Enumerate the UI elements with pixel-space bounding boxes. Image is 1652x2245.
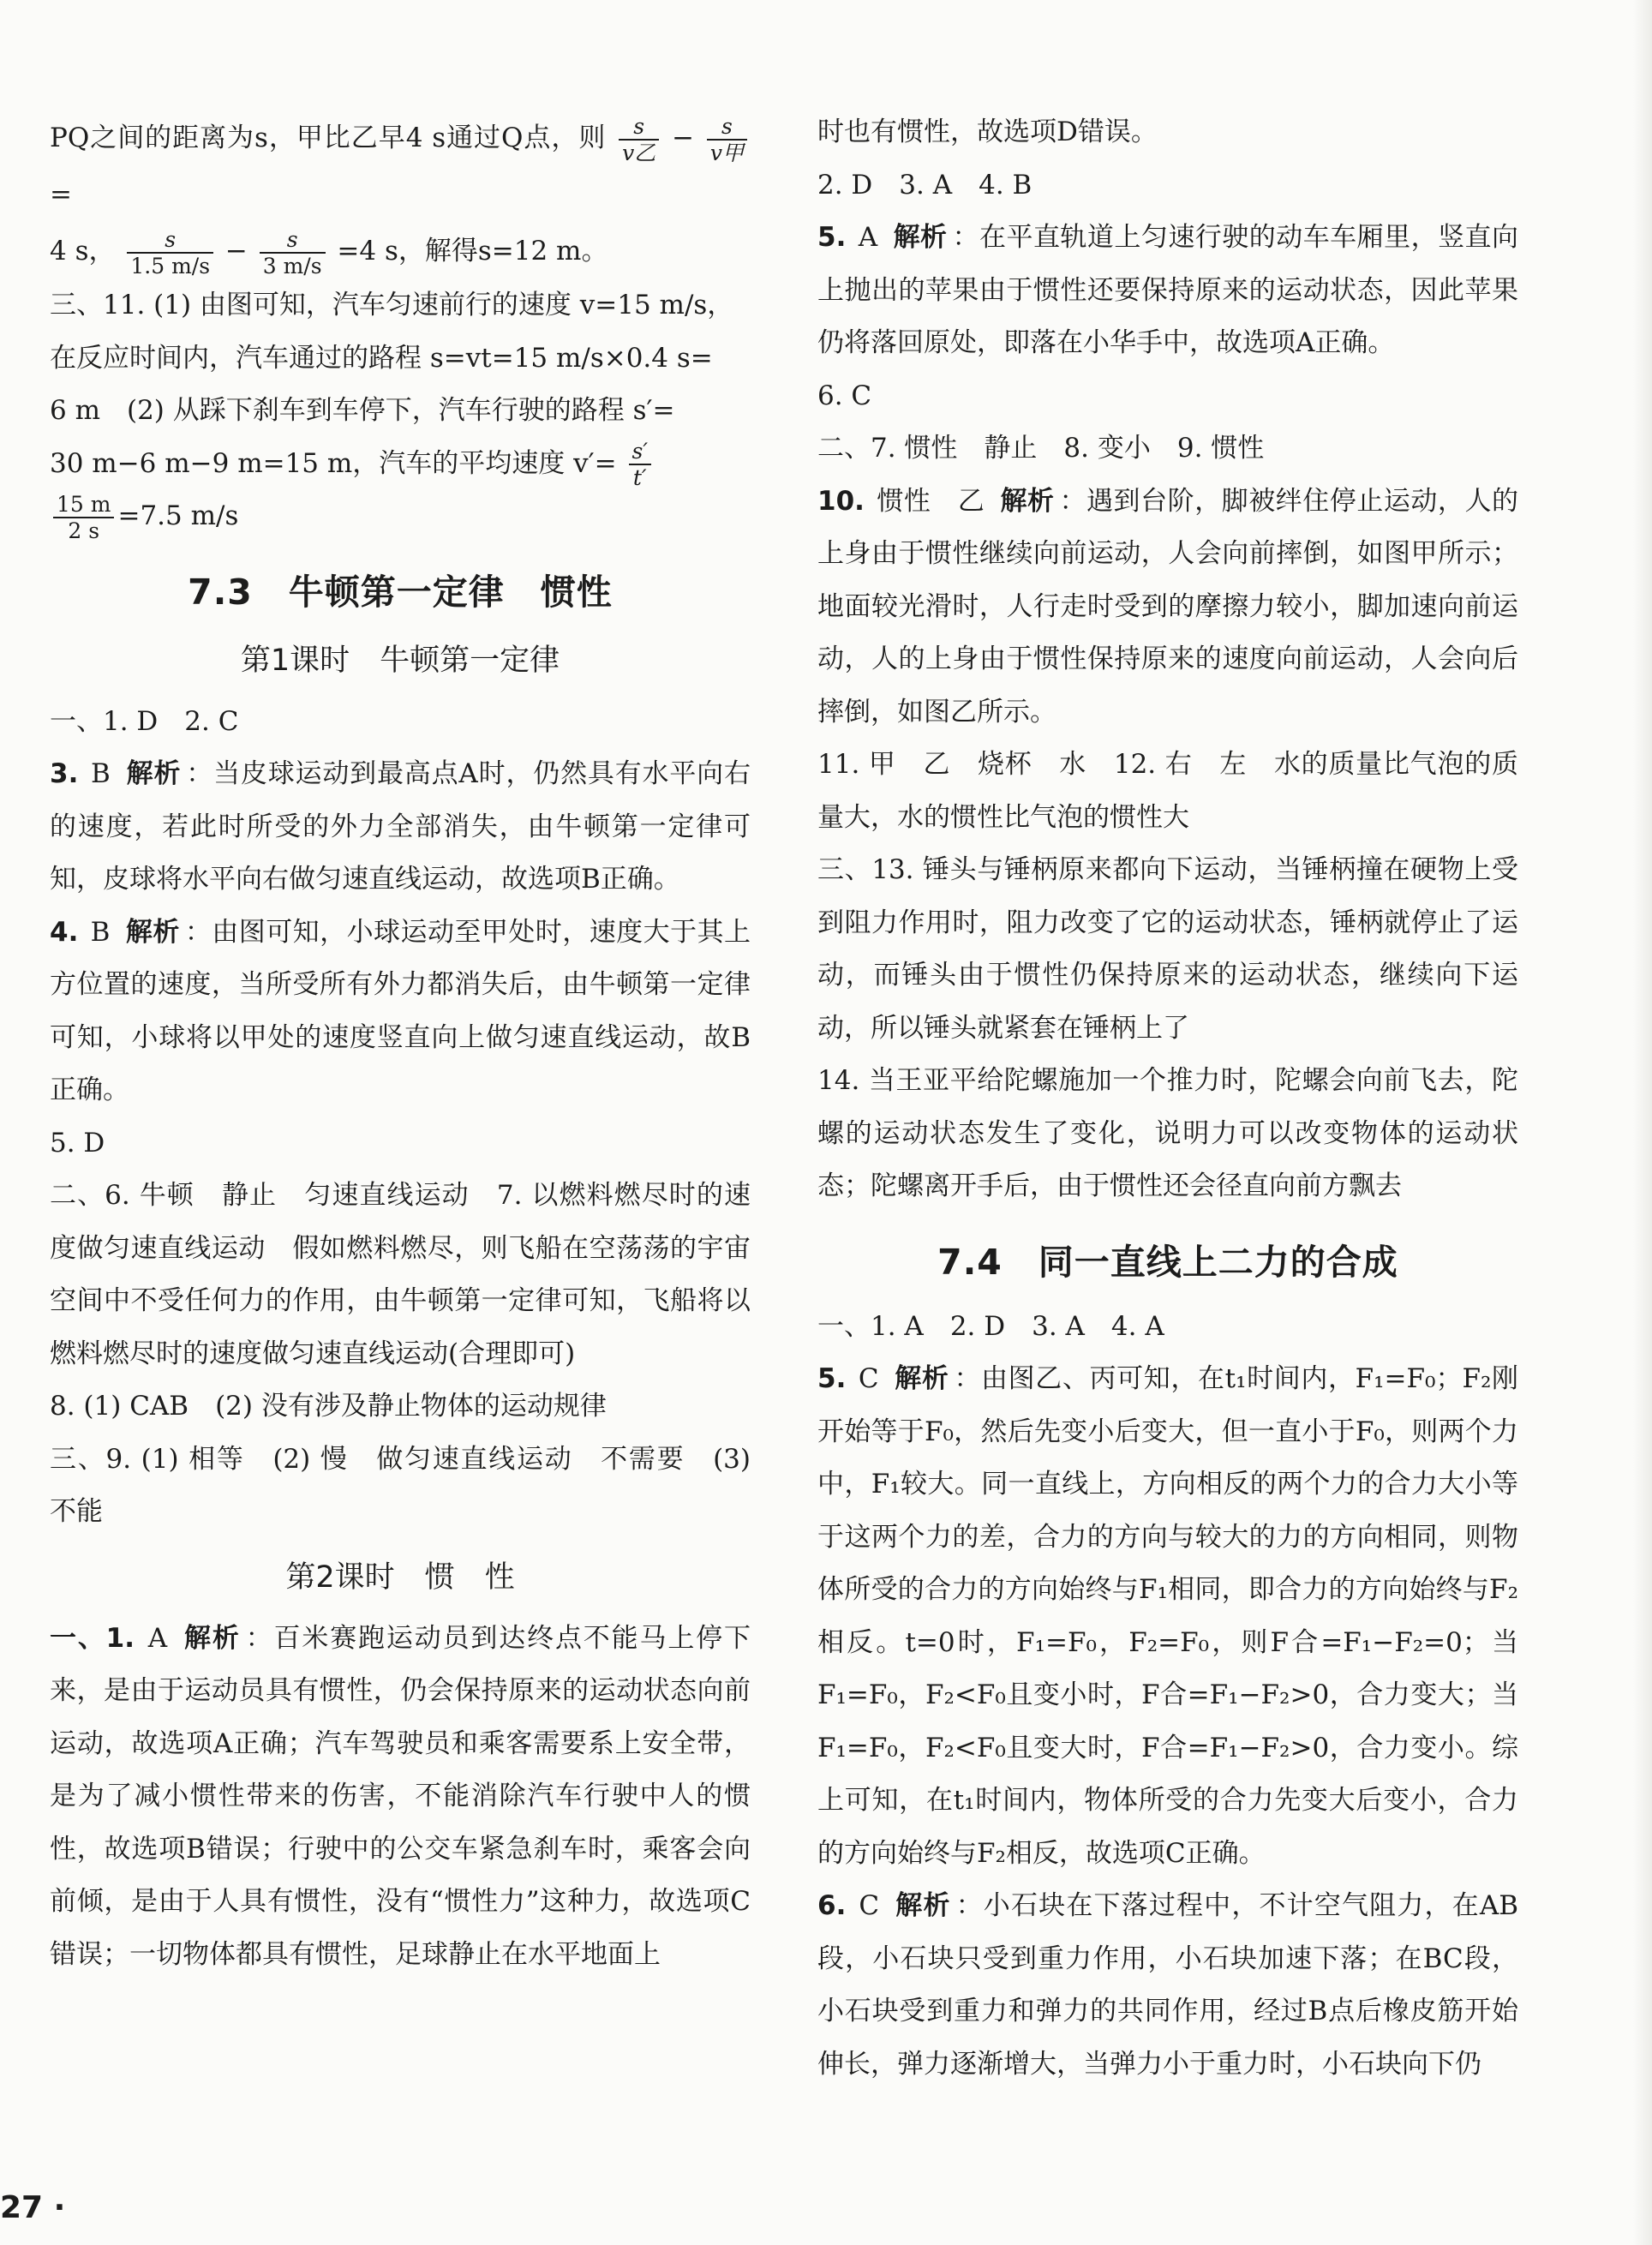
answer-line: 二、7. 惯性 静止 8. 变小 9. 惯性 (817, 433, 1265, 464)
denominator: v乙 (622, 140, 656, 165)
answer-5 (817, 212, 1518, 370)
answer-6 (817, 1880, 1518, 2091)
left-column (50, 110, 751, 1981)
denominator: 2 s (68, 518, 100, 543)
analysis-text: ：小石块在下落过程中，不计空气阻力，在AB段，小石块只受到重力作用，小石块加速下落；在BC段，小石块受到重力和弹力的共同作用，经过B点后橡皮筋开始伸长，弹力逐渐增大，当弹力小于重力时，小石块向下仍 (817, 1890, 1519, 2080)
answer-line: 5. D (50, 1127, 105, 1158)
page-gutter-shadow (1633, 0, 1652, 2245)
answer-choice: A (858, 222, 878, 253)
fraction-15m-over-2s (53, 492, 114, 543)
answer-line: 14. 当王亚平给陀螺施加一个推力时，陀螺会向前飞去，陀螺的运动状态发生了变化，说明力可以改变物体的运动状态；陀螺离开手后，由于惯性还会径直向前方飘去 (817, 1065, 1518, 1201)
section-title-7-3: 7.3 牛顿第一定律 惯性 (188, 571, 613, 613)
question-number: 一、1. (50, 1622, 135, 1654)
numerator: s (619, 114, 659, 141)
answer-text: =7.5 m/s (117, 500, 239, 531)
answer-choice: B (91, 758, 111, 789)
answer-line: 三、9. (1) 相等 (2) 慢 做匀速直线运动 不需要 (3) 不能 (50, 1443, 751, 1527)
answer-line: 二、6. 牛顿 静止 匀速直线运动 7. 以燃料燃尽时的速度做匀速直线运动 假如燃料燃尽，则飞船在空荡荡的宇宙空间中不受任何力的作用，由牛顿第一定律可知，飞船将以燃料燃尽时的速度做匀速直线运动(合理即可) (50, 1180, 751, 1369)
analysis-text: ：遇到台阶，脚被绊住停止运动，人的上身由于惯性继续向前运动，人会向前摔倒，如图甲所示；地面较光滑时，人行走时受到的摩擦力较小，脚加速向前运动，人的上身由于惯性保持原来的速度向前运动，人会向后摔倒，如图乙所示。 (817, 485, 1518, 727)
answer-text: 在反应时间内，汽车通过的路程 s=vt=15 m/s×0.4 s= (50, 342, 713, 374)
answer-11 (50, 279, 751, 543)
numerator: s (260, 227, 326, 254)
section-title-7-4: 7.4 同一直线上二力的合成 (937, 1241, 1398, 1283)
answer-line: 一、1. A 2. D 3. A 4. A (817, 1310, 1164, 1342)
answer-10 (817, 476, 1518, 739)
answer-text: =4 s，解得s=12 m。 (337, 236, 608, 266)
fraction-s-over-3 (260, 227, 326, 278)
analysis-text: ：在平直轨道上匀速行驶的动车车厢里，竖直向上抛出的苹果由于惯性还要保持原来的运动状态，因此苹果仍将落回原处，即落在小华手中，故选项A正确。 (817, 222, 1519, 358)
analysis-label: 解析 (893, 222, 948, 253)
minus-sign: − (224, 236, 248, 266)
denominator: v甲 (709, 140, 745, 165)
analysis-text: ：当皮球运动到最高点A时，仍然具有水平向右的速度，若此时所受的外力全部消失，由牛顿第一定律可知，皮球将水平向右做匀速直线运动，故选项B正确。 (50, 758, 751, 895)
fraction-s-over-v-jia (707, 114, 747, 165)
question-number: 5. (817, 1363, 847, 1394)
numerator: s (707, 114, 747, 141)
analysis-text: ：百米赛跑运动员到达终点不能马上停下来，是由于运动员具有惯性，仍会保持原来的运动状态向前运动，故选项A正确；汽车驾驶员和乘客需要系上安全带，是为了减小惯性带来的伤害，不能消除汽车行驶中人的惯性，故选项B错误；行驶中的公交车紧急刹车时，乘客会向前倾，是由于人具有惯性，没有“惯性力”这种力，故选项C错误；一切物体都具有惯性，足球静止在水平地面上 (50, 1622, 751, 1970)
page-number: 27 · (0, 2190, 66, 2225)
numerator: 15 m (53, 492, 114, 518)
analysis-label: 解析 (125, 758, 182, 789)
answer-line: 三、13. 锤头与锤柄原来都向下运动，当锤柄撞在硬物上受到阻力作用时，阻力改变了它的运动状态，锤柄就停止了运动，而锤头由于惯性仍保持原来的运动状态，继续向下运动，所以锤头就紧套在锤柄上了 (817, 854, 1518, 1044)
answer-line: 一、1. D 2. C (50, 705, 239, 737)
denominator: 3 m/s (262, 253, 322, 278)
fraction-s-prime-over-t-prime (629, 439, 652, 490)
answer-line: 2. D 3. A 4. B (817, 169, 1032, 201)
equals-sign: = (50, 179, 72, 210)
analysis-label: 解析 (1000, 485, 1055, 517)
minus-sign: − (672, 123, 695, 153)
lesson-1-title: 第1课时 牛顿第一定律 (240, 643, 560, 678)
analysis-text: ：由图乙、丙可知，在t₁时间内，F₁=F₀；F₂刚开始等于F₀，然后先变小后变大，但一直小于F₀，则两个力中，F₁较大。同一直线上，方向相反的两个力的合力大小等于这两个力的差，合力的方向与较大的力的方向相同，则物体所受的合力的方向始终与F₁相同，即合力的方向始终与F₂相反。t=0时，F₁=F₀，F₂=F₀，则F合=F₁−F₂=0；当F₁=F₀，F₂<F₀且变小时，F合=F₁−F₂>0，合力变大；当F₁=F₀，F₂<F₀且变大时，F合=F₁−F₂>0，合力变小。综上可知，在t₁时间内，物体所受的合力先变大后变小，合力的方向始终与F₂相反，故选项C正确。 (817, 1363, 1519, 1869)
question-number: 5. (817, 222, 847, 253)
analysis-label: 解析 (183, 1622, 241, 1654)
answer-line: 8. (1) CAB (2) 没有涉及静止物体的运动规律 (50, 1391, 607, 1422)
answer-line: 时也有惯性，故选项D错误。 (817, 117, 1158, 147)
answer-5 (817, 1353, 1518, 1880)
right-column (817, 106, 1518, 2091)
answer-pq-line2 (50, 223, 751, 279)
analysis-label: 解析 (894, 1363, 949, 1394)
answer-choice: 惯性 乙 (877, 485, 985, 517)
analysis-text: ：由图可知，小球运动至甲处时，速度大于其上方位置的速度，当所受所有外力都消失后，由牛顿第一定律可知，小球将以甲处的速度竖直向上做匀速直线运动，故B正确。 (50, 916, 751, 1105)
question-number: 4. (50, 916, 79, 948)
question-number: 10. (817, 485, 865, 517)
numerator: s′ (629, 439, 652, 465)
answer-choice: C (859, 1890, 880, 1921)
answer-4 (50, 907, 751, 1117)
answer-text: 三、11. (1) 由图可知，汽车匀速前行的速度 v=15 m/s， (50, 290, 734, 320)
fraction-s-over-v-yi (619, 114, 659, 165)
answer-choice: B (90, 916, 111, 948)
answer-choice: C (858, 1363, 879, 1394)
answer-text: 4 s， (50, 236, 116, 266)
answer-line: 11. 甲 乙 烧杯 水 12. 右 左 水的质量比气泡的质量大，水的惯性比气泡的惯性大 (817, 749, 1518, 833)
fraction-s-over-1-5 (127, 227, 213, 278)
denominator: t′ (632, 465, 647, 490)
answer-text: 6 m (2) 从踩下刹车到车停下，汽车行驶的路程 s′= (50, 395, 675, 426)
answer-pq-line1 (50, 110, 751, 223)
answer-line: 6. C (817, 380, 872, 411)
question-number: 3. (50, 758, 79, 789)
analysis-label: 解析 (895, 1890, 951, 1921)
denominator: 1.5 m/s (130, 253, 211, 278)
answer-text: 30 m−6 m−9 m=15 m，汽车的平均速度 v′= (50, 447, 617, 479)
analysis-label: 解析 (125, 916, 180, 948)
answer-1 (50, 1613, 751, 1982)
lesson-2-title: 第2课时 惯 性 (285, 1560, 515, 1595)
answer-3 (50, 748, 751, 907)
numerator: s (127, 227, 213, 254)
answer-text: PQ之间的距离为s，甲比乙早4 s通过Q点，则 (50, 123, 607, 153)
answer-choice: A (147, 1622, 168, 1654)
question-number: 6. (817, 1890, 847, 1921)
